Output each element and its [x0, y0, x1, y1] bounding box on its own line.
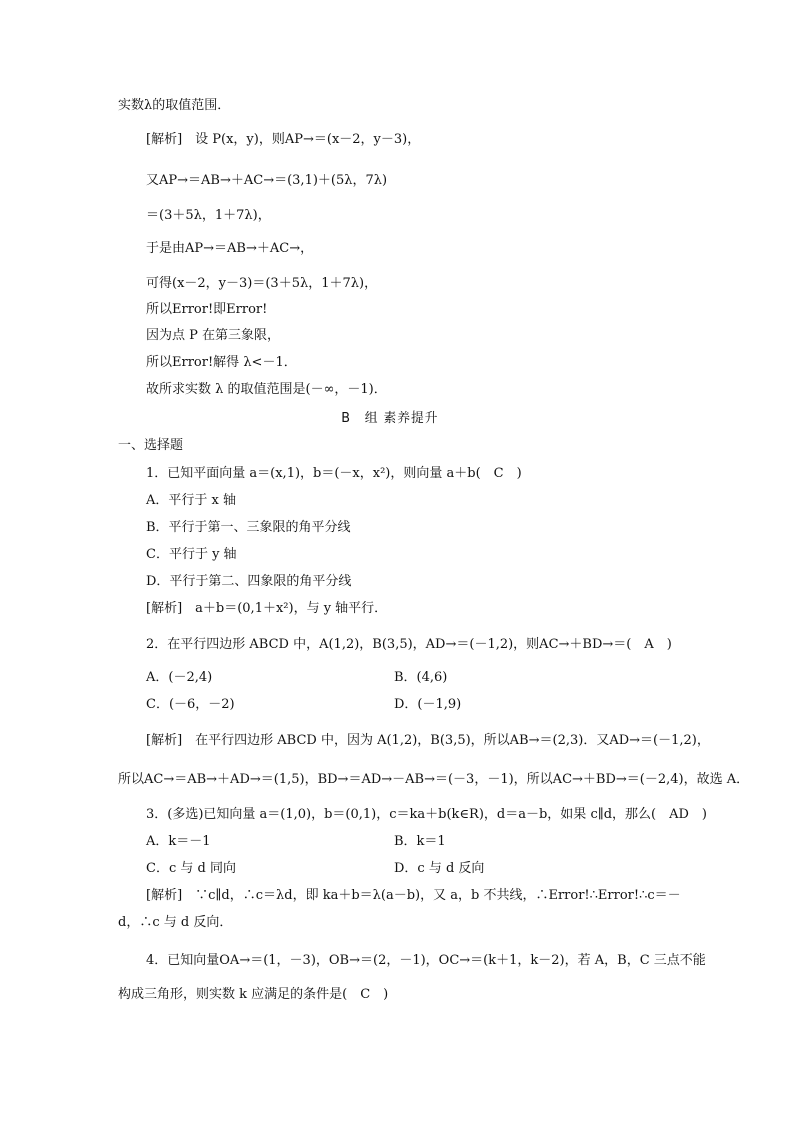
q2-option-b: B．(4,6): [394, 670, 448, 685]
q2-option-c: C．(－6，－2): [146, 697, 235, 712]
q1-option-b: B．平行于第一、三象限的角平分线: [146, 520, 351, 535]
q2-option-a: A．(－2,4): [146, 670, 213, 685]
q3-option-c: C．c 与 d 同向: [146, 861, 236, 876]
q3-solution-line-1: [解析] ∵c∥d，∴c＝λd，即 ka＋b＝λ(a－b)，又 a，b 不共线，∴Error!∴Error!∴c＝－: [146, 888, 681, 903]
solution-line-2: 又AP→＝AB→＋AC→＝(3,1)＋(5λ，7λ): [146, 173, 388, 188]
question-4-line-2: 构成三角形，则实数 k 应满足的条件是( C ): [118, 987, 389, 1002]
solution-line-5: 可得(x－2，y－3)＝(3＋5λ，1＋7λ)，: [146, 276, 378, 291]
solution-line-8: 所以Error!解得 λ<－1．: [146, 355, 297, 370]
solution-line-1: [解析] 设 P(x，y)，则AP→＝(x－2，y－3)，: [146, 132, 421, 147]
q1-option-d: D．平行于第二、四象限的角平分线: [146, 574, 352, 589]
q1-solution: [解析] a＋b＝(0,1＋x²)，与 y 轴平行．: [146, 601, 388, 616]
q3-option-b: B．k＝1: [394, 834, 446, 849]
question-3: 3．(多选)已知向量 a＝(1,0)，b＝(0,1)，c＝ka＋b(k∈R)，d＝a－b，如果 c∥d，那么( AD ): [146, 807, 708, 822]
solution-line-7: 因为点 P 在第三象限，: [146, 328, 281, 343]
question-1: 1．已知平面向量 a＝(x,1)，b＝(－x，x²)，则向量 a＋b( C ): [146, 466, 522, 481]
text-line-1: 实数λ的取值范围．: [118, 98, 231, 113]
q2-solution-line-2: 所以AC→＝AB→＋AD→＝(1,5)，BD→＝AD→－AB→＝(－3，－1)，所以AC→＋BD→＝(－2,4)，故选 A．: [118, 772, 750, 787]
q3-option-d: D．c 与 d 反向: [394, 861, 485, 876]
q2-solution-line-1: [解析] 在平行四边形 ABCD 中，因为 A(1,2)，B(3,5)，所以AB→＝(2,3)．又AD→＝(－1,2)，: [146, 733, 710, 748]
q1-option-c: C．平行于 y 轴: [146, 547, 237, 562]
solution-line-9: 故所求实数 λ 的取值范围是(－∞，－1)．: [146, 382, 387, 397]
solution-line-6: 所以Error!即Error!: [146, 302, 268, 317]
group-title: B 组 素养提升: [341, 411, 439, 426]
solution-line-3: ＝(3＋5λ，1＋7λ)，: [146, 208, 271, 223]
q1-option-a: A．平行于 x 轴: [146, 493, 236, 508]
q3-option-a: A．k＝－1: [146, 834, 211, 849]
q2-option-d: D．(－1,9): [394, 697, 462, 712]
section-heading: 一、选择题: [118, 438, 184, 453]
q3-solution-line-2: d，∴c 与 d 反向．: [118, 915, 233, 930]
solution-line-4: 于是由AP→＝AB→＋AC→，: [146, 241, 314, 256]
question-2: 2．在平行四边形 ABCD 中，A(1,2)，B(3,5)，AD→＝(－1,2)，则AC→＋BD→＝( A ): [146, 637, 672, 652]
question-4-line-1: 4．已知向量OA→＝(1，－3)，OB→＝(2，－1)，OC→＝(k＋1，k－2)，若 A，B，C 三点不能: [146, 953, 706, 968]
